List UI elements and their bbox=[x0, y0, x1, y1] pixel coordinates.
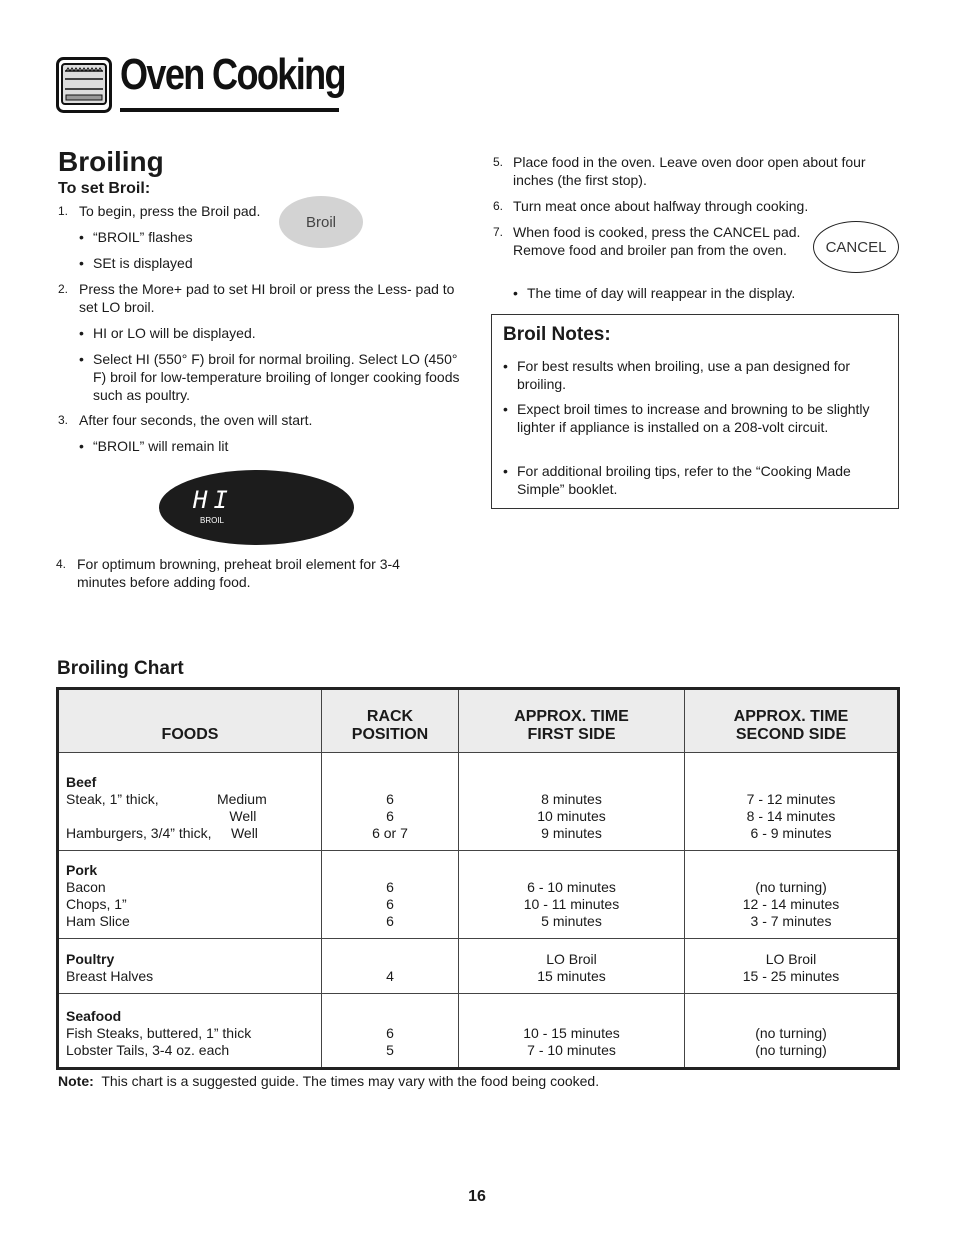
step-1-bullet: • SEt is displayed bbox=[79, 255, 193, 271]
step-7-bullet: • The time of day will reappear in the display. bbox=[513, 285, 796, 301]
broil-pad-button[interactable]: Broil bbox=[279, 196, 363, 248]
category-label: Beef bbox=[66, 774, 97, 790]
oven-icon bbox=[56, 57, 112, 113]
broil-notes-title: Broil Notes: bbox=[503, 324, 611, 345]
table-row: Seafood Fish Steaks, buttered, 1” thick Lobster Tails, 3-4 oz. each 6 5 10 - 15 minutes 7 - 10 minutes (no turning) (no turning) bbox=[58, 994, 899, 1069]
broiling-chart-table bbox=[56, 687, 900, 1070]
step-6: 6. Turn meat once about halfway through cooking. bbox=[493, 198, 809, 214]
table-row: Pork Bacon Chops, 1” Ham Slice 6 6 6 6 - 10 minutes 10 - 11 minutes 5 minutes (no turning) 12 - 14 minutes 3 - 7 minutes bbox=[58, 851, 899, 939]
step-3: 3. After four seconds, the oven will start. bbox=[58, 412, 313, 428]
table-row: Beef Steak, 1” thick, Medium Well Hamburgers, 3/4” thick, Well 6 6 6 or 7 8 minutes 10 minutes 9 minutes 7 - 12 minutes 8 - 14 minutes 6 - 9 minutes bbox=[58, 753, 899, 851]
step-3-bullet: • “BROIL” will remain lit bbox=[79, 438, 229, 454]
table-header-row bbox=[58, 689, 899, 753]
category-label: Poultry bbox=[66, 951, 115, 967]
display-readout: HI bbox=[193, 486, 234, 514]
step-1: 1. To begin, press the Broil pad. bbox=[58, 203, 261, 219]
col-rack-position: RACK POSITION bbox=[322, 689, 459, 753]
step-2-bullet: • Select HI (550° F) broil for normal broiling. Select LO (450° F) broil for low-temperature broiling of longer cooking foods such as poultry. bbox=[79, 351, 460, 403]
col-foods: FOODS bbox=[58, 689, 322, 753]
category-label: Pork bbox=[66, 862, 98, 878]
cancel-pad-button[interactable]: CANCEL bbox=[813, 221, 899, 273]
note-item: • For additional broiling tips, refer to the “Cooking Made Simple” booklet. bbox=[503, 463, 851, 497]
note-item: • Expect broil times to increase and browning to be slightly lighter if appliance is installed on a 208-volt circuit. bbox=[503, 401, 870, 435]
display-broil-label: BROIL bbox=[200, 516, 225, 525]
table-row: Poultry Breast Halves 4 LO Broil 15 minutes LO Broil 15 - 25 minutes bbox=[58, 939, 899, 994]
col-second-side: APPROX. TIME SECOND SIDE bbox=[685, 689, 899, 753]
section-title: Broiling bbox=[58, 146, 164, 177]
title-underline bbox=[120, 108, 339, 112]
step-5: 5. Place food in the oven. Leave oven door open about four inches (the first stop). bbox=[493, 154, 866, 188]
step-1-bullet: • “BROIL” flashes bbox=[79, 229, 193, 245]
step-2-bullet: • HI or LO will be displayed. bbox=[79, 325, 256, 341]
chart-title: Broiling Chart bbox=[57, 658, 184, 679]
oven-display bbox=[159, 470, 354, 545]
col-first-side: APPROX. TIME FIRST SIDE bbox=[459, 689, 685, 753]
page-number: 16 bbox=[468, 1188, 486, 1205]
step-2: 2. Press the More+ pad to set HI broil or press the Less- pad to set LO broil. bbox=[58, 281, 455, 315]
step-4: 4. For optimum browning, preheat broil element for 3-4 minutes before adding food. bbox=[56, 556, 400, 590]
chart-note: Note: This chart is a suggested guide. The times may vary with the food being cooked. bbox=[58, 1073, 600, 1089]
step-7: 7. When food is cooked, press the CANCEL pad. Remove food and broiler pan from the oven. bbox=[493, 224, 801, 258]
note-item: • For best results when broiling, use a pan designed for broiling. bbox=[503, 358, 851, 392]
section-subtitle: To set Broil: bbox=[58, 180, 151, 197]
category-label: Seafood bbox=[66, 1008, 122, 1024]
page-title: Oven Cooking bbox=[120, 50, 345, 99]
